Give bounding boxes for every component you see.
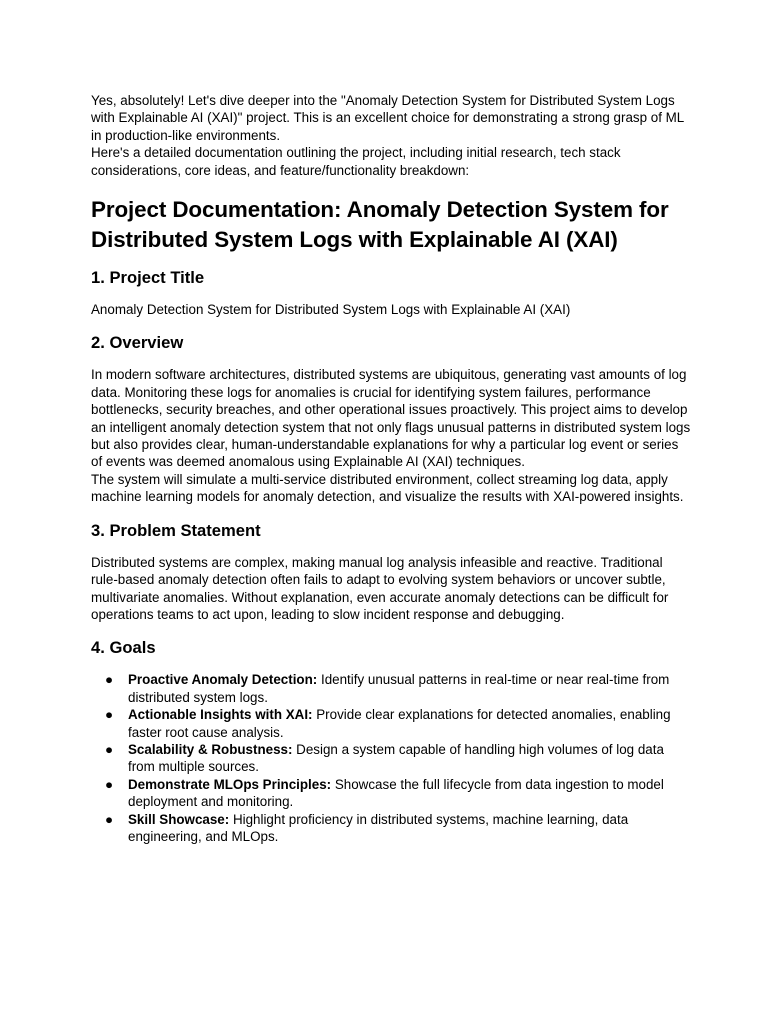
goal-label: Scalability & Robustness:: [128, 741, 293, 757]
section-goals: [91, 637, 691, 845]
goal-text: Showcase the full lifecycle from data ingestion to model deployment and monitoring.: [128, 776, 664, 810]
goal-label: Demonstrate MLOps Principles:: [128, 776, 332, 792]
goal-label: Proactive Anomaly Detection:: [128, 672, 318, 688]
document-page: [91, 92, 691, 859]
goal-text: Identify unusual patterns in real-time or near real-time from distributed system logs.: [128, 672, 670, 705]
document-title: Project Documentation: Anomaly Detection System for Distributed System Logs with Explainable AI (XAI): [91, 197, 669, 253]
section-heading: 2. Overview: [91, 333, 184, 353]
bullet-icon: ●: [105, 672, 114, 688]
project-title-text: Anomaly Detection System for Distributed System Logs with Explainable AI (XAI): [91, 302, 571, 318]
bullet-icon: ●: [105, 707, 114, 723]
list-item: [91, 741, 691, 776]
overview-paragraph-1: In modern software architectures, distributed systems are ubiquitous, generating vast amounts of log data. Monitoring these logs for anomalies is crucial for identifying system failures, performance bottlenecks, security breaches, and other operational issues proactively. This project aims to develop an intelligent anomaly detection system that not only flags unusual patterns in distributed system logs but also provides clear, human-understandable explanations for why a particular log event or series of events was deemed anomalous using Explainable AI (XAI) techniques.: [91, 367, 691, 470]
goals-list: [91, 671, 691, 845]
list-item: [91, 776, 691, 811]
section-heading: 1. Project Title: [91, 268, 205, 288]
section-heading: 3. Problem Statement: [91, 520, 261, 540]
goal-label: Actionable Insights with XAI:: [128, 707, 313, 723]
bullet-icon: ●: [105, 776, 114, 792]
list-item: [91, 706, 691, 741]
goal-text: Design a system capable of handling high volumes of log data from multiple sources.: [128, 741, 664, 775]
problem-statement-text: Distributed systems are complex, making manual log analysis infeasible and reactive. Traditional rule-based anomaly detection often fails to adapt to evolving system behaviors or uncover subtle, multivariate anomalies. Without explanation, even accurate anomaly detections can be difficult for operations teams to act upon, leading to slow incident response and debugging.: [91, 554, 669, 622]
intro-paragraph-1: Yes, absolutely! Let's dive deeper into the "Anomaly Detection System for Distributed System Logs with Explainable AI (XAI)" project. This is an excellent choice for demonstrating a strong grasp of ML in production-like environments.: [91, 93, 684, 143]
goal-text: Provide clear explanations for detected anomalies, enabling faster root cause analysis.: [128, 707, 671, 740]
goal-label: Skill Showcase:: [128, 811, 230, 827]
intro: [91, 92, 691, 179]
list-item: [91, 811, 691, 846]
intro-paragraph-2: Here's a detailed documentation outlining the project, including initial research, tech stack considerations, core ideas, and feature/functionality breakdown:: [91, 145, 621, 178]
list-item: [91, 671, 691, 706]
section-project-title: [91, 267, 691, 318]
overview-paragraph-2: The system will simulate a multi-service distributed environment, collect streaming log data, apply machine learning models for anomaly detection, and visualize the results with XAI-powered insights.: [91, 471, 684, 505]
section-heading: 4. Goals: [91, 638, 156, 658]
section-problem-statement: [91, 520, 691, 624]
goal-text: Highlight proficiency in distributed systems, machine learning, data engineering, and MLOps.: [128, 811, 629, 844]
section-overview: [91, 332, 691, 505]
bullet-icon: ●: [105, 811, 114, 827]
bullet-icon: ●: [105, 741, 114, 757]
